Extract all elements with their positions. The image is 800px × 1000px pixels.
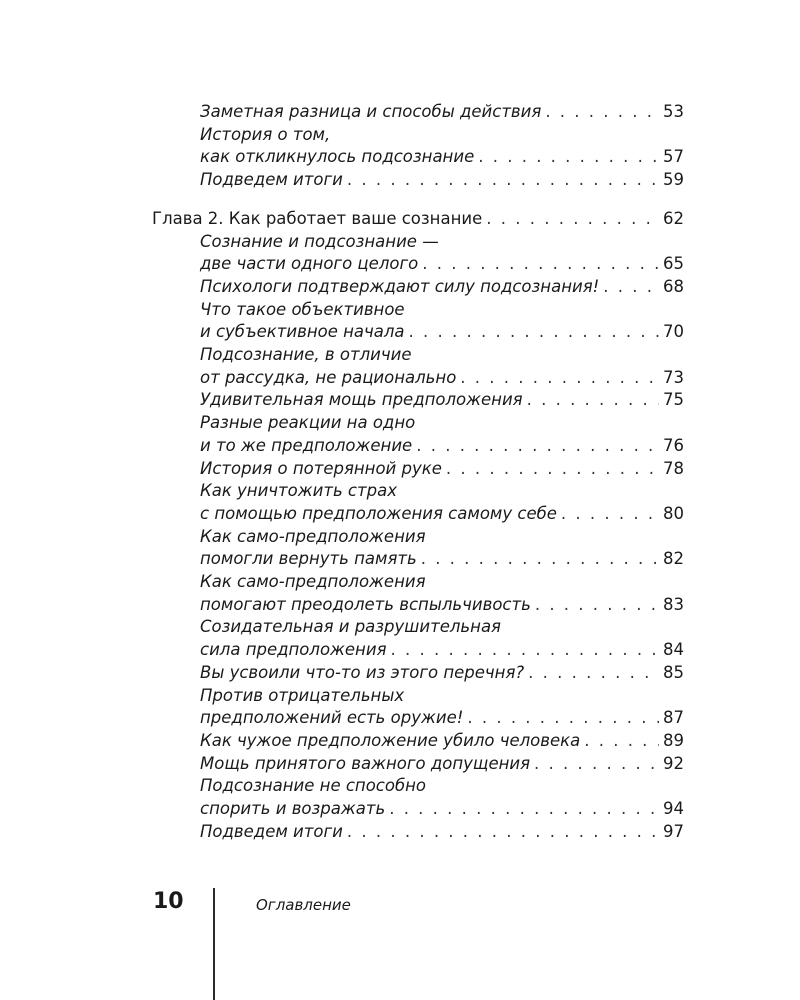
toc-page-number: 68 — [663, 276, 684, 296]
toc-entry-line — [200, 435, 684, 457]
toc-entry-title: Подведем итоги — [200, 821, 343, 841]
toc-entry-title: помогли вернуть память — [200, 549, 417, 569]
toc-entry-title: Глава 2. Как работает ваше сознание — [152, 208, 483, 228]
toc-entry-line — [200, 367, 684, 389]
toc-page-number: 84 — [663, 640, 684, 660]
dot-leader — [486, 208, 659, 230]
toc-entry-title: помогают преодолеть вспыльчивость — [200, 594, 531, 614]
toc-entry-line — [200, 798, 684, 820]
running-footer-label: Оглавление — [256, 896, 351, 914]
toc-entry-title: Как уничтожить страх — [200, 481, 397, 501]
page-number: 10 — [153, 889, 184, 914]
dot-leader — [460, 367, 659, 389]
toc-entry-line — [200, 526, 684, 548]
dot-leader — [528, 662, 659, 684]
toc-page-number: 85 — [663, 662, 684, 682]
dot-leader — [422, 253, 659, 275]
toc-entry-line — [200, 124, 684, 146]
toc-entry-title: и субъективное начала — [200, 322, 405, 342]
toc-entry-line — [200, 571, 684, 593]
toc-page-number: 97 — [663, 821, 684, 841]
toc-entry-title: Созидательная и разрушительная — [200, 617, 501, 637]
dot-leader — [347, 821, 659, 843]
toc-entry-title: Подведем итоги — [200, 170, 343, 190]
toc-page-number: 94 — [663, 799, 684, 818]
toc-entry-line — [200, 231, 684, 253]
toc-page-number: 89 — [663, 730, 684, 750]
toc-page-number: 92 — [663, 753, 684, 773]
toc-entry-line — [200, 594, 684, 616]
toc-entry-line — [200, 253, 684, 275]
dot-leader — [584, 730, 659, 752]
toc-entry-title: Подсознание, в отличие — [200, 345, 412, 364]
toc-entry-line — [200, 276, 684, 298]
toc-entry-title: Как само-предположения — [200, 526, 426, 546]
dot-leader — [421, 548, 659, 570]
toc-entry-line — [200, 389, 684, 411]
dot-leader — [603, 276, 659, 298]
toc-entry-line — [200, 685, 684, 707]
toc-page-number: 78 — [663, 458, 684, 478]
toc-entry-line — [200, 503, 684, 525]
toc-entry-title: сила предположения — [200, 640, 387, 660]
toc-entry-title: спорить и возражать — [200, 799, 386, 818]
toc-page-number: 80 — [663, 503, 684, 523]
toc-entry-line — [200, 480, 684, 502]
toc-entry-line — [200, 616, 684, 638]
toc-entry-title: Психологи подтверждают силу подсознания! — [200, 276, 600, 296]
dot-leader — [391, 639, 660, 661]
toc-entry-line — [200, 730, 684, 752]
toc-entry-title: История о потерянной руке — [200, 458, 442, 478]
toc-page-number: 73 — [663, 367, 684, 387]
toc-entry-line — [200, 101, 684, 123]
toc-page-number: 62 — [663, 208, 684, 228]
toc-page-number: 75 — [663, 390, 684, 410]
dot-leader — [545, 101, 659, 123]
toc-entry-line — [200, 548, 684, 570]
dot-leader — [478, 146, 659, 168]
toc-page-number: 82 — [663, 549, 684, 569]
toc-entry-title: Что такое объективное — [200, 299, 405, 319]
toc-entry-title: Как чужое предположение убило человека — [200, 730, 581, 750]
toc-entry-title: Против отрицательных — [200, 685, 405, 705]
toc-entry-line — [200, 146, 684, 168]
toc-page-number: 53 — [663, 102, 684, 121]
toc-page-number: 57 — [663, 147, 684, 167]
dot-leader — [416, 435, 659, 457]
toc-entry-title: Заметная разница и способы действия — [200, 102, 542, 121]
dot-leader — [561, 503, 659, 525]
toc-page-number: 76 — [663, 435, 684, 455]
dot-leader — [527, 389, 659, 411]
dot-leader — [446, 458, 659, 480]
footer-divider — [213, 888, 215, 1000]
toc-entry-title: Вы усвоили что-то из этого перечня? — [200, 662, 525, 682]
toc-entry-line — [200, 299, 684, 321]
toc-entry-line — [200, 344, 684, 366]
dot-leader — [389, 798, 659, 820]
toc-entry-title: от рассудка, не рационально — [200, 367, 457, 387]
dot-leader — [467, 707, 659, 729]
toc-entry-line — [200, 821, 684, 843]
toc-entry-line — [200, 458, 684, 480]
toc-entry-title: Разные реакции на одно — [200, 413, 416, 433]
toc-page-number: 83 — [663, 594, 684, 614]
toc-page-number: 70 — [663, 322, 684, 342]
toc-entry-title: две части одного целого — [200, 254, 419, 274]
toc-page-number: 65 — [663, 254, 684, 274]
toc-entry-title: Мощь принятого важного допущения — [200, 753, 531, 773]
toc-entry-line — [200, 707, 684, 729]
toc-entry-line — [200, 321, 684, 343]
toc-entry-title: Удивительная мощь предположения — [200, 390, 523, 410]
toc-entry-title: Как само-предположения — [200, 572, 426, 591]
toc-entry-line — [200, 753, 684, 775]
toc-entry-title: История о том, — [200, 124, 331, 144]
toc-page-number: 87 — [663, 708, 684, 728]
toc-chapter-line — [152, 208, 684, 230]
toc-entry-title: и то же предположение — [200, 435, 413, 455]
toc-entry-line — [200, 412, 684, 434]
toc-entry-line — [200, 775, 684, 797]
toc-entry-title: предположений есть оружие! — [200, 708, 464, 728]
toc-entry-title: с помощью предположения самому себе — [200, 503, 557, 523]
toc-entry-title: как откликнулось подсознание — [200, 147, 475, 167]
dot-leader — [347, 169, 659, 191]
toc-entry-title: Сознание и подсознание — — [200, 231, 439, 251]
toc-entry-line — [200, 662, 684, 684]
toc-page-number: 59 — [663, 170, 684, 190]
dot-leader — [535, 594, 659, 616]
toc-entry-line — [200, 169, 684, 191]
dot-leader — [409, 321, 659, 343]
toc-entry-title: Подсознание не способно — [200, 776, 427, 796]
toc-entry-line — [200, 639, 684, 661]
dot-leader — [534, 753, 659, 775]
